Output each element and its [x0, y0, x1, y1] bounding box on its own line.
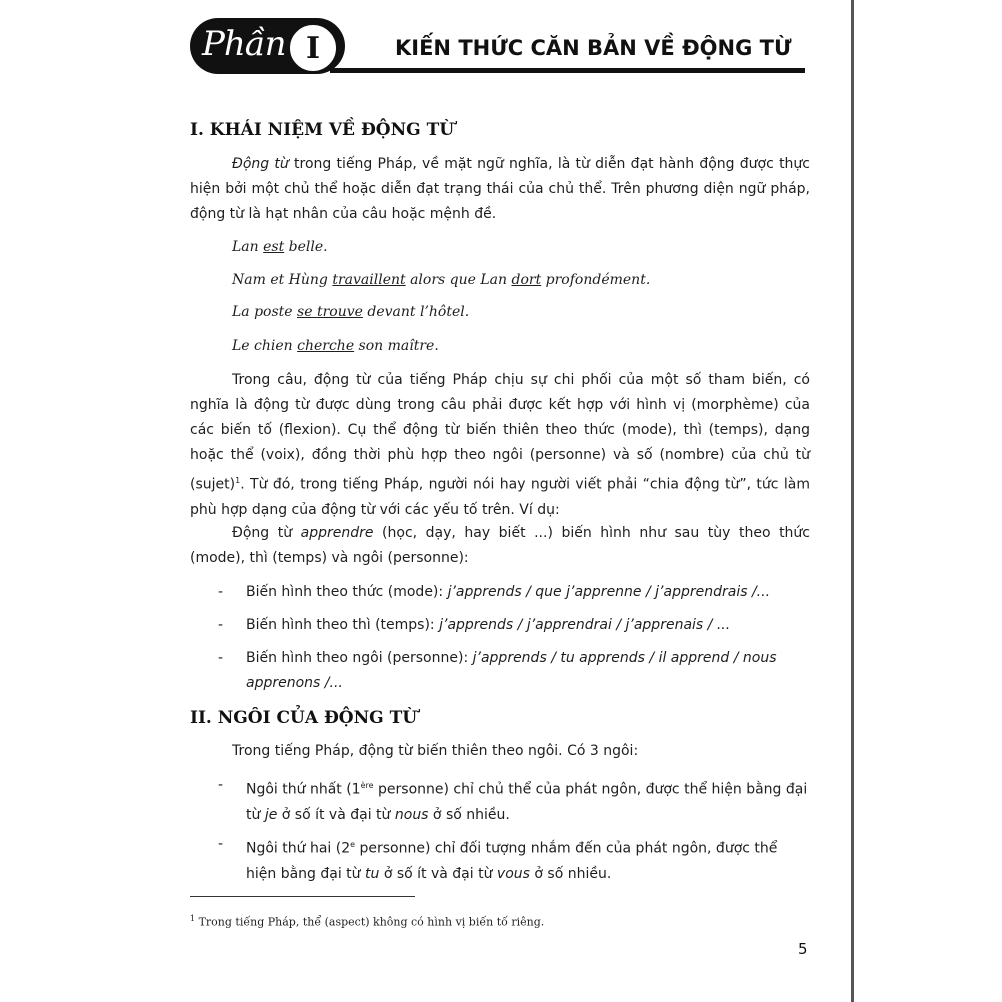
example-verb: cherche [297, 338, 355, 354]
ordinal-sup: e [350, 840, 356, 849]
bullet-dash: - [218, 617, 224, 633]
chapter-title: KIẾN THỨC CĂN BẢN VỀ ĐỘNG TỪ [395, 36, 792, 60]
example-text: Lan [232, 239, 264, 255]
bullet-label: Biến hình theo thì (temps): [246, 617, 440, 633]
example-1 [232, 235, 328, 260]
example-2 [232, 268, 650, 293]
bullet-label: Biến hình theo ngôi (personne): [246, 650, 473, 666]
bullet-text-part: Ngôi thứ nhất (1 [246, 781, 361, 798]
paragraph-text: (học, dạy, hay biết ...) biến hình như sau tùy theo thức (mode), thì (temps) và ngôi (personne): [190, 525, 811, 566]
bullet-forms: j’apprends / tu apprends / il apprend / nous apprenons /... [246, 650, 777, 691]
bullet-text-part: Ngôi thứ hai (2 [246, 840, 351, 857]
bullet-text-part: ở số ít và đại từ [379, 865, 497, 882]
bullet-text-part: ở số ít và đại từ [277, 806, 395, 823]
paragraph-persons-intro: Trong tiếng Pháp, động từ biến thiên theo ngôi. Có 3 ngôi: [232, 743, 639, 759]
part-badge [190, 18, 345, 74]
bullet-text-part: ở số nhiều. [428, 806, 510, 823]
footnote-text: Trong tiếng Pháp, thể (aspect) không có hình vị biến tố riêng. [195, 915, 545, 929]
definition-text: trong tiếng Pháp, về mặt ngữ nghĩa, là từ diễn đạt hành động được thực hiện bởi một chủ thể hoặc diễn đạt trạng thái của chủ thể. Trên phương diện ngữ pháp, động từ là hạt nhân của câu hoặc mệnh đề. [190, 156, 810, 222]
example-text: La poste [232, 304, 298, 320]
chapter-header [190, 18, 805, 78]
example-verb: travaillent [332, 272, 406, 288]
pronoun-tu: tu [365, 865, 380, 882]
term-apprendre: apprendre [300, 525, 374, 541]
ordinal-sup: ère [360, 781, 374, 790]
bullet-first-person [218, 773, 810, 828]
paragraph-text: Trong câu, động từ của tiếng Pháp chịu sự chi phối của một số tham biến, có nghĩa là động từ được dùng trong câu phải được kết hợp với hình vị (morphème) của các biến tố (flexion). Cụ thể động từ biến thiên theo thức (mode), thì (temps), dạng hoặc thể (voix), đồng thời phù hợp theo ngôi (personne) và số (nombre) của chủ từ (sujet) [190, 372, 810, 493]
example-text: alors que Lan [405, 272, 512, 288]
example-verb: dort [511, 272, 542, 288]
example-verb: est [263, 239, 285, 255]
example-verb: se trouve [297, 304, 363, 320]
bullet-text-part: ở số nhiều. [529, 865, 612, 882]
pronoun-nous: nous [394, 806, 429, 823]
bullet-dash: - [218, 650, 224, 666]
bullet-mode [218, 580, 810, 605]
header-rule [330, 68, 805, 73]
part-numeral: I [288, 23, 338, 73]
footnote-ref: 1 [235, 476, 241, 485]
bullet-text [246, 832, 810, 887]
bullet-text [246, 773, 810, 828]
section-heading-1: I. KHÁI NIỆM VỀ ĐỘNG TỪ [190, 120, 455, 140]
bullet-text [246, 613, 810, 638]
bullet-forms: j’apprends / j’apprendrai / j’apprenais / ... [439, 617, 731, 633]
part-word: Phần [202, 24, 286, 64]
example-text: devant l’hôtel. [362, 304, 470, 320]
footnote [190, 914, 544, 929]
paragraph-text: . Từ đó, trong tiếng Pháp, người nói hay người viết phải “chia động từ”, tức làm phù hợp dạng của động từ với các yếu tố trên. Ví dụ: [190, 476, 810, 518]
paragraph-apprendre [190, 521, 810, 571]
bullet-dash: - [218, 584, 224, 600]
pronoun-vous: vous [496, 865, 530, 882]
bullet-forms: j’apprends / que j’apprenne / j’apprendrais /... [447, 584, 771, 600]
paragraph-parameters [190, 368, 810, 523]
bullet-personne [218, 646, 810, 696]
term-dong-tu: Động từ [232, 156, 289, 172]
footnote-number: 1 [190, 914, 196, 923]
page-margin-gap [854, 0, 1002, 1002]
bullet-text-part: personne) chỉ đối tượng nhắm đến của phát ngôn, được thể hiện bằng đại từ [246, 840, 778, 882]
example-3 [232, 300, 469, 325]
bullet-text-part: personne) chỉ chủ thể của phát ngôn, được thể hiện bằng đại từ [246, 781, 808, 823]
bullet-text [246, 580, 810, 605]
bullet-second-person [218, 832, 810, 887]
bullet-temps [218, 613, 810, 638]
pronoun-je: je [264, 806, 278, 823]
example-text: Le chien [232, 338, 298, 354]
bullet-dash: - [218, 836, 224, 852]
paragraph-text: Động từ [232, 525, 301, 541]
section-heading-2: II. NGÔI CỦA ĐỘNG TỪ [190, 708, 418, 728]
paragraph-definition [190, 152, 810, 227]
example-text: profondément. [541, 272, 651, 288]
bullet-dash: - [218, 777, 224, 793]
bullet-label: Biến hình theo thức (mode): [246, 584, 448, 600]
example-4 [232, 334, 439, 359]
footnote-rule [190, 896, 415, 897]
example-text: son maître. [354, 338, 439, 354]
example-text: belle. [284, 239, 328, 255]
page-number: 5 [798, 940, 808, 958]
example-text: Nam et Hùng [232, 272, 333, 288]
bullet-text [246, 646, 810, 696]
